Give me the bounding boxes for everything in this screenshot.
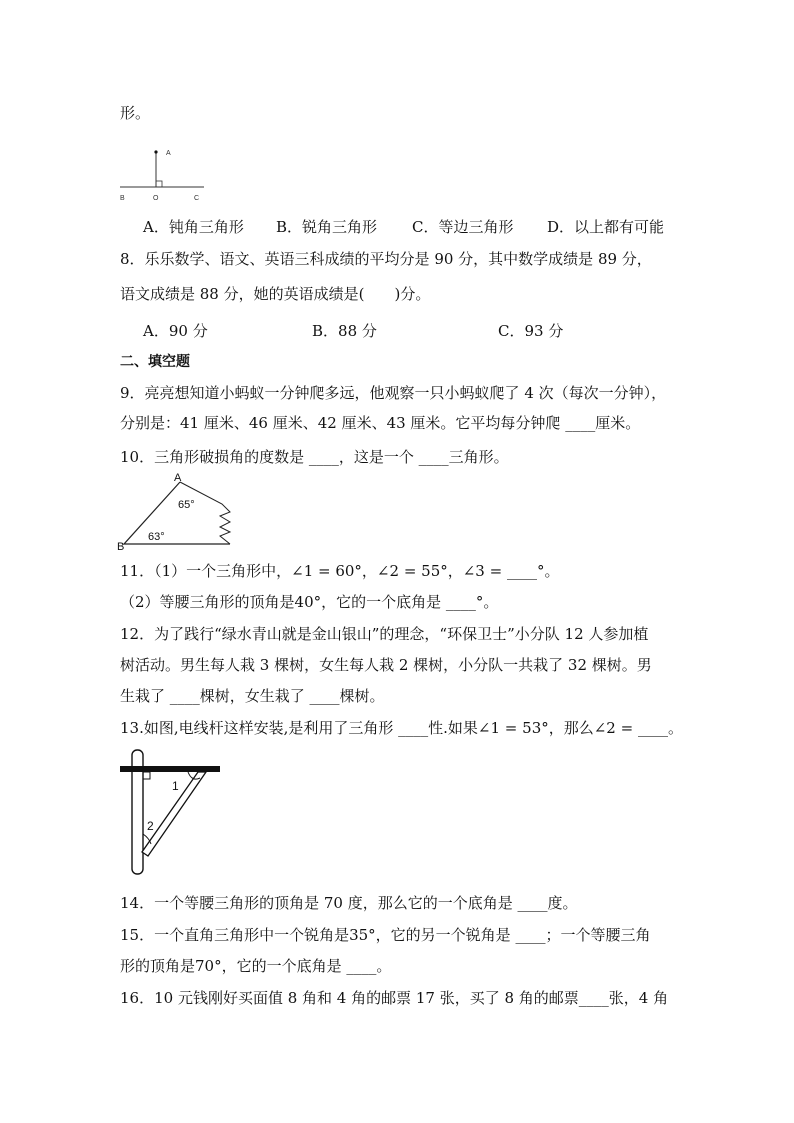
q10-line-1: 10．三角形破损角的度数是 ____，这是一个 ____三角形。: [120, 448, 509, 466]
q12-line-2: 树活动。男生每人栽 3 棵树，女生每人栽 2 棵树，小分队一共栽了 32 棵树。男: [120, 656, 652, 674]
q15-line-2: 形的顶角是70°，它的一个底角是 ____。: [120, 957, 392, 975]
q11-line-1: 11．（1）一个三角形中，∠1 = 60°，∠2 = 55°，∠3 = ____°。: [120, 562, 560, 580]
q7-label-b: B: [120, 195, 125, 202]
q8-option-a[interactable]: A．90 分: [143, 322, 208, 340]
q16-line-1: 16．10 元钱刚好买面值 8 角和 4 角的邮票 17 张，买了 8 角的邮票____张，4 角: [120, 989, 669, 1007]
q8-line-1: 8．乐乐数学、语文、英语三科成绩的平均分是 90 分，其中数学成绩是 89 分，: [120, 250, 652, 268]
q7-option-a[interactable]: A．钝角三角形: [143, 218, 244, 236]
q12-line-3: 生栽了 ____棵树，女生栽了 ____棵树。: [120, 687, 385, 705]
q10-figure-broken-triangle: [116, 470, 236, 554]
q11-line-2: （2）等腰三角形的顶角是40°，它的一个底角是 ____°。: [120, 593, 499, 611]
q10-angle-b: 63°: [148, 531, 165, 543]
q7-label-o: O: [153, 195, 159, 202]
q7-option-c[interactable]: C．等边三角形: [412, 218, 514, 236]
q7-label-a: A: [166, 150, 171, 157]
q10-angle-a: 65°: [178, 499, 195, 511]
q13-angle-label-1: 1: [172, 779, 179, 793]
q7-label-c: C: [194, 195, 200, 202]
q13-figure-utility-pole: [118, 744, 224, 878]
q8-line-2: 语文成绩是 88 分，她的英语成绩是( )分。: [120, 285, 431, 303]
q15-line-1: 15．一个直角三角形中一个锐角是35°，它的另一个锐角是 ____；一个等腰三角: [120, 926, 651, 944]
q7-figure-perpendicular: [118, 136, 210, 206]
q14-line-1: 14．一个等腰三角形的顶角是 70 度，那么它的一个底角是 ____度。: [120, 894, 578, 912]
q8-option-c[interactable]: C．93 分: [498, 322, 564, 340]
section-title-fill-in: 二、填空题: [120, 354, 190, 370]
q9-line-2: 分别是：41 厘米、46 厘米、42 厘米、43 厘米。它平均每分钟爬 ____厘米。: [120, 414, 641, 432]
q8-option-b[interactable]: B．88 分: [312, 322, 377, 340]
q7-option-d[interactable]: D．以上都有可能: [547, 218, 665, 236]
q10-vertex-b: B: [117, 541, 125, 553]
q9-line-1: 9．亮亮想知道小蚂蚁一分钟爬多远，他观察一只小蚂蚁爬了 4 次（每次一分钟），: [120, 384, 667, 402]
q7-option-b[interactable]: B．锐角三角形: [276, 218, 378, 236]
q12-line-1: 12．为了践行“绿水青山就是金山银山”的理念，“环保卫士”小分队 12 人参加植: [120, 625, 649, 643]
q13-angle-label-2: 2: [147, 819, 154, 833]
q13-line-1: 13.如图,电线杆这样安装,是利用了三角形 ____性.如果∠1 = 53°，那么∠2 = ____。: [120, 719, 683, 737]
q7-tail-text: 形。: [120, 104, 151, 122]
q10-vertex-a: A: [174, 472, 182, 484]
